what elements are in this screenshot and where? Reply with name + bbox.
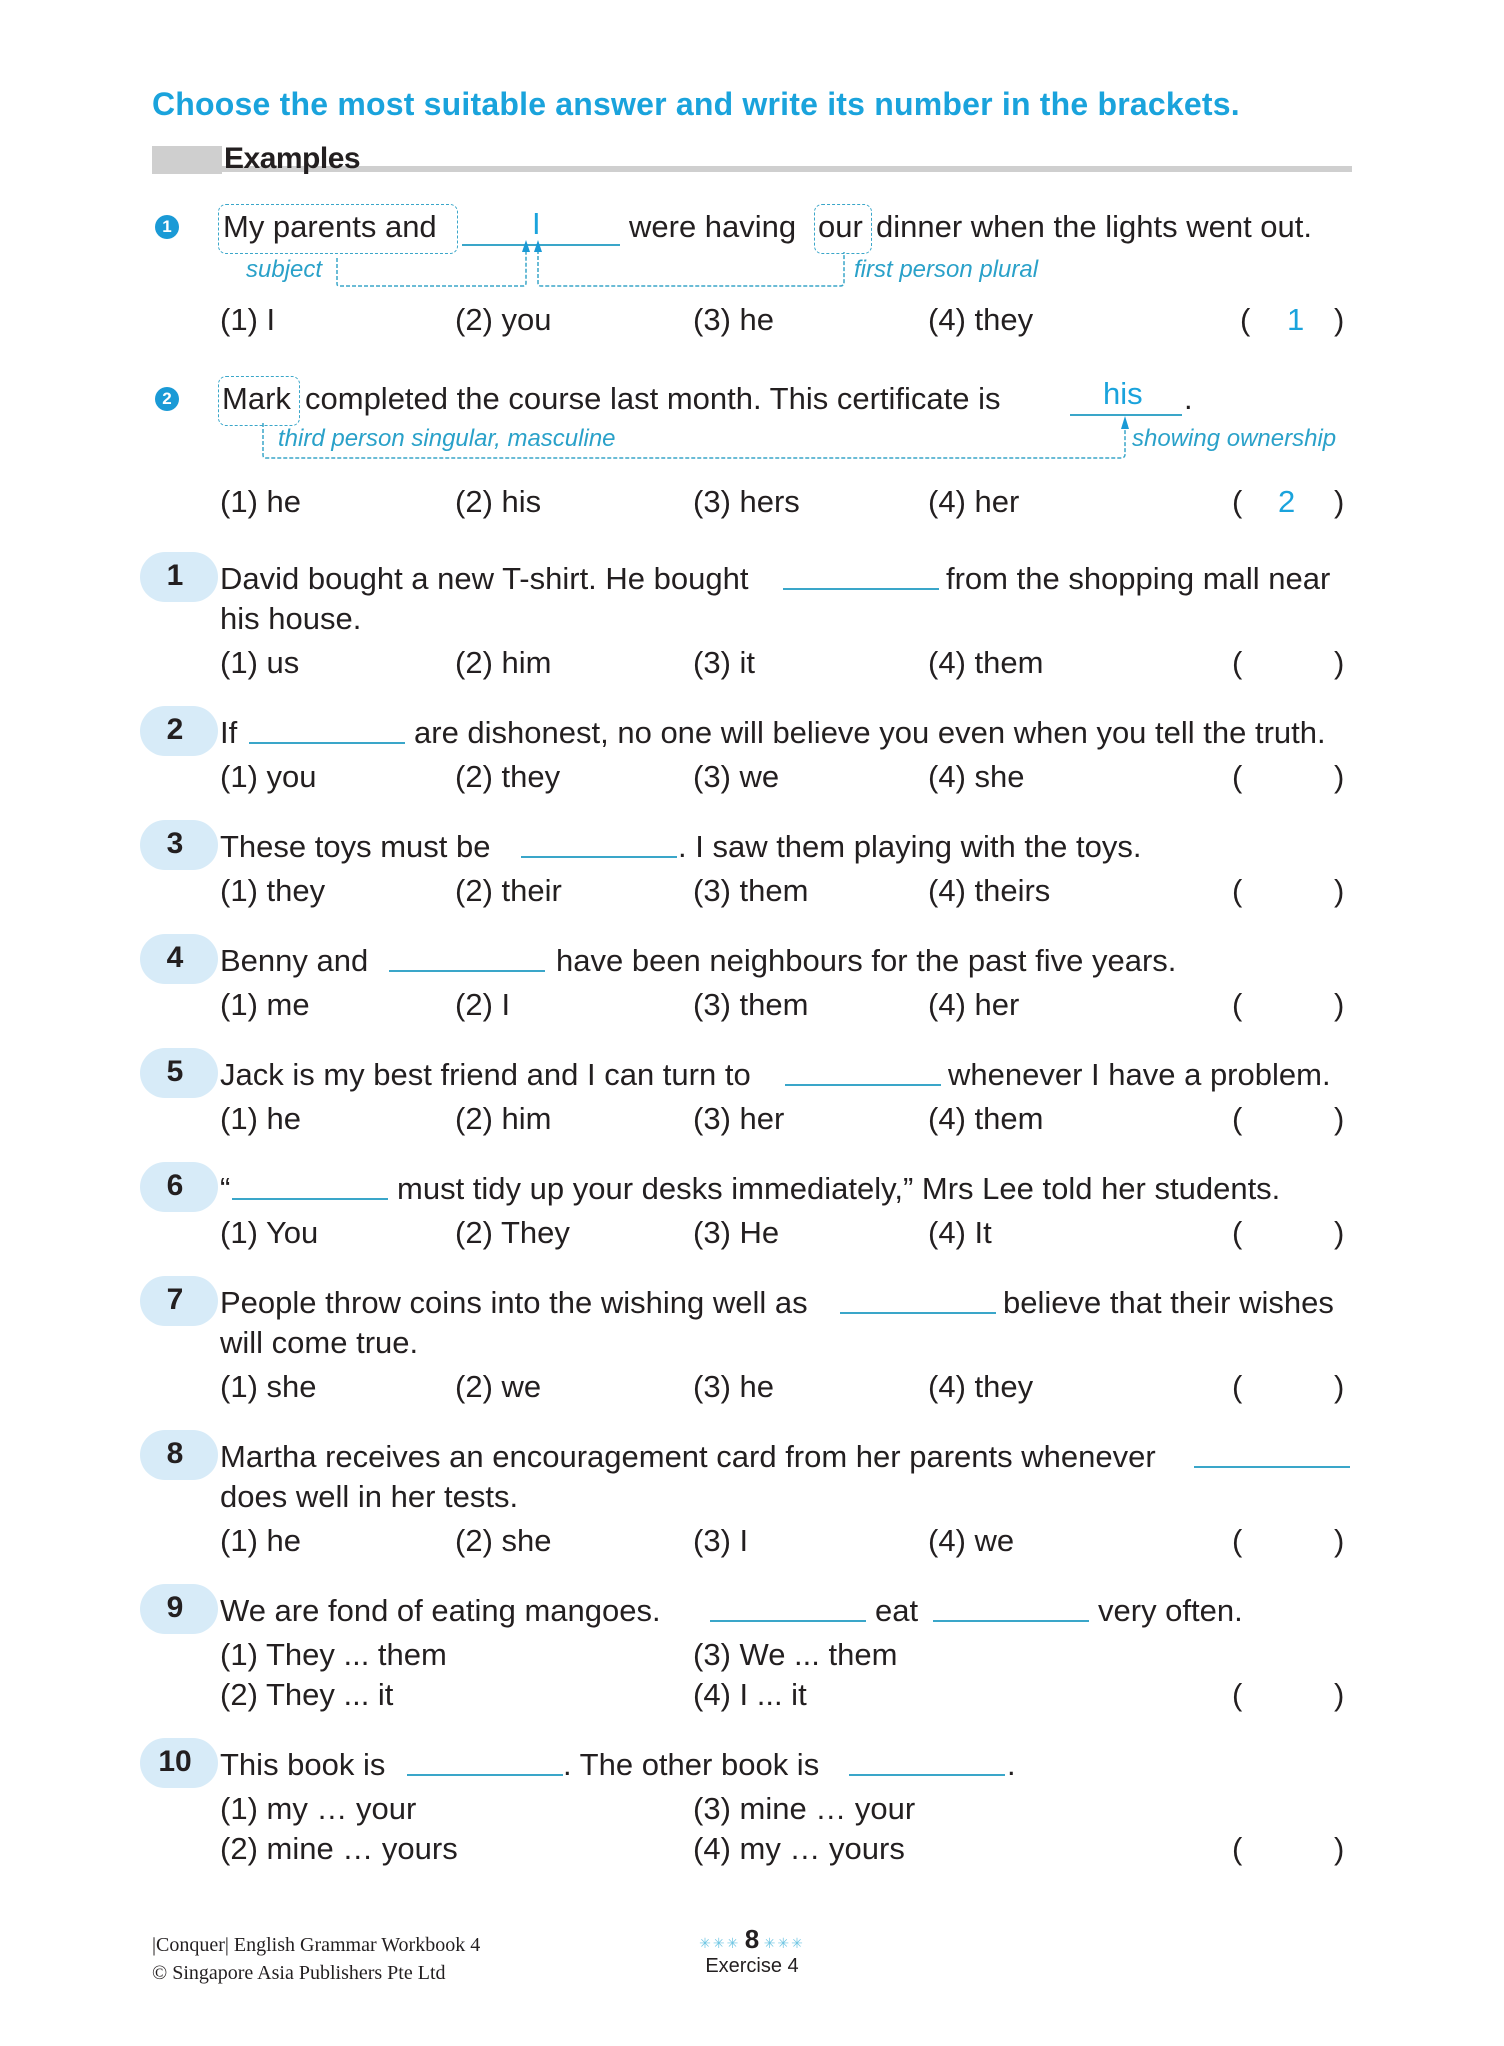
- footer-book-title: |Conquer| English Grammar Workbook 4: [152, 1934, 481, 1956]
- example-marker-2: 2: [155, 387, 179, 411]
- question-4-text-before: Benny and: [220, 943, 369, 978]
- question-10-option-2: (2) mine … yours: [220, 1831, 458, 1866]
- question-7-number: 7: [166, 1283, 184, 1316]
- question-5-bracket-close: ): [1334, 1101, 1345, 1136]
- question-9-text-after: very often.: [1098, 1593, 1243, 1628]
- question-7-bracket-close: ): [1334, 1369, 1345, 1404]
- example-marker-1: 1: [155, 215, 179, 239]
- examples-header: [152, 142, 1352, 176]
- example-2-option-4: (4) her: [928, 484, 1020, 519]
- question-9-blank-1[interactable]: [710, 1596, 866, 1622]
- question-4-number: 4: [166, 941, 184, 974]
- question-5-bracket-open: (: [1232, 1101, 1243, 1136]
- question-10-bracket-open: (: [1232, 1831, 1243, 1866]
- question-9-option-2: (2) They ... it: [220, 1677, 394, 1712]
- question-3-number: 3: [166, 827, 184, 860]
- question-9-option-1: (1) They ... them: [220, 1637, 447, 1672]
- question-8-text-line2: does well in her tests.: [220, 1479, 519, 1514]
- question-7-blank[interactable]: [840, 1288, 996, 1314]
- footer-page-info: [680, 1924, 824, 1978]
- question-7-option-1: (1) she: [220, 1369, 317, 1404]
- example-2-bracket-open: (: [1232, 484, 1243, 519]
- question-3-option-1: (1) they: [220, 873, 326, 908]
- example-2-option-3: (3) hers: [693, 484, 800, 519]
- question-1-blank[interactable]: [783, 564, 939, 590]
- question-5-text-after: whenever I have a problem.: [948, 1057, 1331, 1092]
- question-8-text-before: Martha receives an encouragement card from her parents whenever: [220, 1439, 1156, 1474]
- question-9-number: 9: [166, 1591, 184, 1624]
- examples-label: Examples: [224, 142, 361, 175]
- question-7-bracket-open: (: [1232, 1369, 1243, 1404]
- question-1-text-before: David bought a new T-shirt. He bought: [220, 561, 749, 596]
- example-2-option-2: (2) his: [455, 484, 542, 519]
- instruction-heading: Choose the most suitable answer and write its number in the brackets.: [152, 86, 1240, 122]
- decorative-stars-right-icon: ✳✳✳: [763, 1935, 805, 1951]
- example-1-annotation-connectors: [240, 240, 880, 290]
- question-3-option-4: (4) theirs: [928, 873, 1051, 908]
- question-10-blank-1[interactable]: [407, 1750, 563, 1776]
- question-1-bracket-open: (: [1232, 645, 1243, 680]
- question-7-option-2: (2) we: [455, 1369, 542, 1404]
- question-2-bracket-open: (: [1232, 759, 1243, 794]
- question-2-option-3: (3) we: [693, 759, 780, 794]
- question-1-option-3: (3) it: [693, 645, 755, 680]
- question-8-option-2: (2) she: [455, 1523, 552, 1558]
- question-10-option-4: (4) my … yours: [693, 1831, 905, 1866]
- examples-rule: [222, 166, 1352, 172]
- question-5-option-4: (4) them: [928, 1101, 1044, 1136]
- question-7-text-before: People throw coins into the wishing well as: [220, 1285, 808, 1320]
- question-8-number: 8: [166, 1437, 184, 1470]
- question-2-option-2: (2) they: [455, 759, 561, 794]
- example-2-option-1: (1) he: [220, 484, 301, 519]
- example-1-bracket-close: ): [1334, 302, 1345, 337]
- question-1-text-line2: his house.: [220, 601, 362, 636]
- question-6-bracket-close: ): [1334, 1215, 1345, 1250]
- question-2-option-4: (4) she: [928, 759, 1025, 794]
- question-7-text-line2: will come true.: [220, 1325, 419, 1360]
- example-1-subject-text: My parents and: [223, 209, 437, 244]
- question-10-answer-field[interactable]: [1255, 1831, 1325, 1867]
- question-1-option-1: (1) us: [220, 645, 300, 680]
- question-6-answer-field[interactable]: [1255, 1215, 1325, 1251]
- question-9-blank-2[interactable]: [933, 1596, 1089, 1622]
- question-6-option-2: (2) They: [455, 1215, 570, 1250]
- question-5-option-3: (3) her: [693, 1101, 785, 1136]
- example-1-option-2: (2) you: [455, 302, 552, 337]
- question-10-option-1: (1) my … your: [220, 1791, 417, 1826]
- question-5-option-1: (1) he: [220, 1101, 301, 1136]
- question-6-blank[interactable]: [232, 1174, 388, 1200]
- question-1-text-after: from the shopping mall near: [946, 561, 1331, 596]
- question-10-number: 10: [158, 1745, 192, 1778]
- question-2-number: 2: [166, 713, 184, 746]
- question-3-answer-field[interactable]: [1255, 873, 1325, 909]
- question-2-answer-field[interactable]: [1255, 759, 1325, 795]
- question-5-answer-field[interactable]: [1255, 1101, 1325, 1137]
- question-4-option-4: (4) her: [928, 987, 1020, 1022]
- question-8-option-3: (3) I: [693, 1523, 749, 1558]
- example-1-option-1: (1) I: [220, 302, 276, 337]
- question-9-answer-field[interactable]: [1255, 1677, 1325, 1713]
- question-6-number: 6: [166, 1169, 184, 1202]
- footer-copyright: © Singapore Asia Publishers Pte Ltd: [152, 1962, 446, 1984]
- question-8-blank[interactable]: [1194, 1442, 1350, 1468]
- question-5-blank[interactable]: [785, 1060, 941, 1086]
- question-7-answer-field[interactable]: [1255, 1369, 1325, 1405]
- question-3-text-after: . I saw them playing with the toys.: [678, 829, 1142, 864]
- annotation-first-person-plural: first person plural: [854, 256, 1039, 283]
- exercise-label: Exercise 4: [705, 1955, 799, 1977]
- question-2-bracket-close: ): [1334, 759, 1345, 794]
- question-1-option-4: (4) them: [928, 645, 1044, 680]
- question-7-text-after: believe that their wishes: [1003, 1285, 1334, 1320]
- decorative-stars-left-icon: ✳✳✳: [699, 1935, 741, 1951]
- question-10-bracket-close: ): [1334, 1831, 1345, 1866]
- example-1-bracket-open: (: [1240, 302, 1251, 337]
- question-4-bracket-open: (: [1232, 987, 1243, 1022]
- annotation-subject: subject: [246, 256, 323, 283]
- example-1-option-3: (3) he: [693, 302, 774, 337]
- question-9-text-before: We are fond of eating mangoes.: [220, 1593, 661, 1628]
- question-5-number: 5: [166, 1055, 184, 1088]
- question-8-bracket-close: ): [1334, 1523, 1345, 1558]
- question-1-number: 1: [166, 559, 184, 592]
- question-9-bracket-close: ): [1334, 1677, 1345, 1712]
- examples-grey-block: [152, 146, 222, 174]
- question-2-blank[interactable]: [249, 718, 405, 744]
- question-4-text-after: have been neighbours for the past five years.: [556, 943, 1177, 978]
- question-10-text-before: This book is: [220, 1747, 386, 1782]
- question-2-text-after: are dishonest, no one will believe you even when you tell the truth.: [414, 715, 1326, 750]
- question-9-text-middle: eat: [875, 1593, 919, 1628]
- example-1-filled-answer: I: [532, 206, 541, 241]
- footer-publisher-info: [152, 1931, 480, 1987]
- question-5-option-2: (2) him: [455, 1101, 552, 1136]
- page-number: 8: [744, 1924, 760, 1954]
- question-10-option-3: (3) mine … your: [693, 1791, 916, 1826]
- question-6-option-3: (3) He: [693, 1215, 780, 1250]
- question-6-option-1: (1) You: [220, 1215, 319, 1250]
- question-6-text-before: “: [220, 1171, 231, 1206]
- question-1-option-2: (2) him: [455, 645, 552, 680]
- question-2-option-1: (1) you: [220, 759, 317, 794]
- question-3-option-2: (2) their: [455, 873, 562, 908]
- question-1-answer-field[interactable]: [1255, 645, 1325, 681]
- question-4-option-3: (3) them: [693, 987, 809, 1022]
- question-10-text-middle: . The other book is: [563, 1747, 820, 1782]
- question-8-answer-field[interactable]: [1255, 1523, 1325, 1559]
- question-6-text-after: must tidy up your desks immediately,” Mrs Lee told her students.: [397, 1171, 1281, 1206]
- question-7-option-3: (3) he: [693, 1369, 774, 1404]
- question-3-blank[interactable]: [521, 832, 677, 858]
- question-10-text-after: .: [1007, 1747, 1016, 1782]
- example-1-answer: 1: [1287, 302, 1305, 337]
- question-4-bracket-close: ): [1334, 987, 1345, 1022]
- question-2-text-before: If: [220, 715, 238, 750]
- question-9-option-3: (3) We ... them: [693, 1637, 898, 1672]
- question-7-option-4: (4) they: [928, 1369, 1034, 1404]
- example-1-our-text: our: [818, 209, 863, 244]
- question-8-bracket-open: (: [1232, 1523, 1243, 1558]
- question-3-bracket-close: ): [1334, 873, 1345, 908]
- example-2-filled-answer: his: [1103, 376, 1143, 411]
- question-6-option-4: (4) It: [928, 1215, 992, 1250]
- question-4-blank[interactable]: [389, 946, 545, 972]
- question-9-option-4: (4) I ... it: [693, 1677, 807, 1712]
- example-1-text-end: dinner when the lights went out.: [876, 209, 1312, 244]
- annotation-showing-ownership: showing ownership: [1132, 425, 1337, 452]
- question-4-answer-field[interactable]: [1255, 987, 1325, 1023]
- question-6-bracket-open: (: [1232, 1215, 1243, 1250]
- question-1-bracket-close: ): [1334, 645, 1345, 680]
- question-3-text-before: These toys must be: [220, 829, 491, 864]
- question-4-option-1: (1) me: [220, 987, 310, 1022]
- example-2-mark-text: Mark: [222, 381, 291, 416]
- question-4-option-2: (2) I: [455, 987, 511, 1022]
- annotation-third-person: third person singular, masculine: [278, 425, 616, 452]
- question-3-bracket-open: (: [1232, 873, 1243, 908]
- question-9-bracket-open: (: [1232, 1677, 1243, 1712]
- example-1-text-mid: were having: [629, 209, 797, 244]
- example-1-option-4: (4) they: [928, 302, 1034, 337]
- question-8-option-1: (1) he: [220, 1523, 301, 1558]
- example-2-bracket-close: ): [1334, 484, 1345, 519]
- example-2-text-mid: completed the course last month. This certificate is: [305, 381, 1001, 416]
- example-2-period: .: [1184, 381, 1193, 416]
- question-3-option-3: (3) them: [693, 873, 809, 908]
- example-2-answer: 2: [1278, 484, 1296, 519]
- question-5-text-before: Jack is my best friend and I can turn to: [220, 1057, 751, 1092]
- question-10-blank-2[interactable]: [849, 1750, 1005, 1776]
- question-8-option-4: (4) we: [928, 1523, 1015, 1558]
